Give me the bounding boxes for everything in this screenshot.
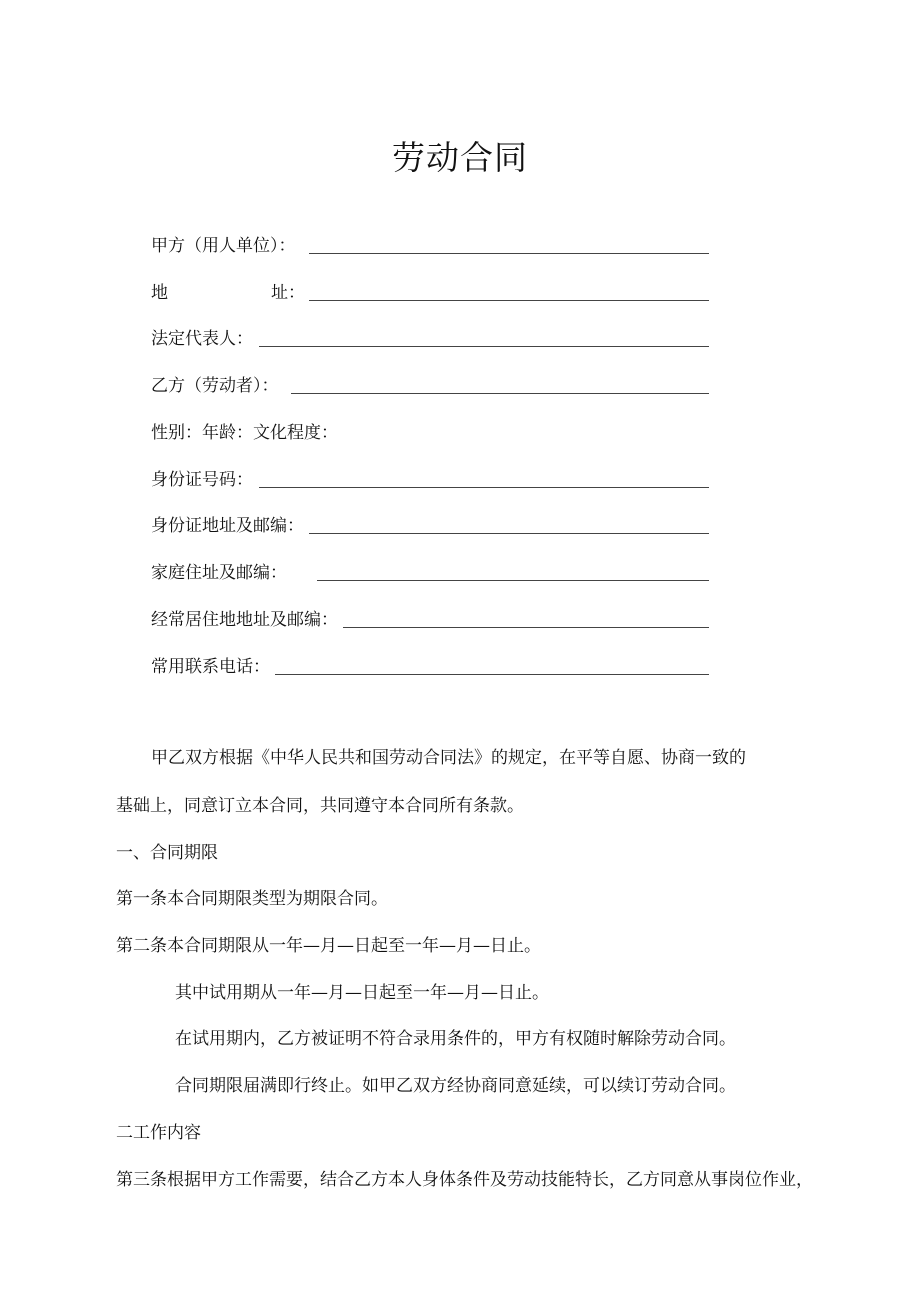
field-phone-blank[interactable]: [275, 674, 709, 675]
field-id-number-label: 身份证号码：: [151, 470, 253, 490]
article-2-expiry-renewal: 合同期限届满即行终止。如甲乙双方经协商同意延续，可以续订劳动合同。: [175, 1076, 736, 1096]
field-id-address-label: 身份证地址及邮编：: [151, 516, 304, 536]
article-1: 第一条本合同期限类型为期限合同。: [116, 889, 388, 909]
field-address-label-b: 址：: [271, 283, 305, 303]
field-id-address-blank[interactable]: [309, 533, 709, 534]
field-residence-address-label: 经常居住地地址及邮编：: [151, 610, 338, 630]
field-employer-blank[interactable]: [309, 253, 709, 254]
field-gender-age-education-label: 性别：年龄：文化程度：: [151, 423, 338, 443]
article-2-probation-termination: 在试用期内，乙方被证明不符合录用条件的，甲方有权随时解除劳动合同。: [175, 1029, 736, 1049]
field-phone-label: 常用联系电话：: [151, 657, 270, 677]
field-home-address-label: 家庭住址及邮编：: [151, 563, 287, 583]
field-id-number-blank[interactable]: [259, 487, 709, 488]
section-heading-contract-term: 一、合同期限: [116, 843, 218, 863]
field-address-label-a: 地: [151, 283, 168, 303]
field-employee-blank[interactable]: [291, 393, 709, 394]
paragraph-preamble-line1: 甲乙双方根据《中华人民共和国劳动合同法》的规定，在平等自愿、协商一致的: [151, 748, 746, 768]
field-address-blank[interactable]: [309, 300, 709, 301]
field-home-address-blank[interactable]: [317, 580, 709, 581]
section-heading-work-content: 二工作内容: [116, 1123, 201, 1143]
document-title: 劳动合同: [392, 138, 528, 177]
article-2-probation: 其中试用期从一年—月—日起至一年—月—日止。: [175, 983, 549, 1003]
field-employer-label: 甲方（用人单位）：: [151, 236, 296, 256]
field-legal-rep-label: 法定代表人：: [151, 329, 253, 349]
field-legal-rep-blank[interactable]: [259, 346, 709, 347]
field-employee-label: 乙方（劳动者）：: [151, 376, 279, 396]
paragraph-preamble-line2: 基础上，同意订立本合同，共同遵守本合同所有条款。: [116, 796, 524, 816]
field-residence-address-blank[interactable]: [343, 627, 709, 628]
article-2: 第二条本合同期限从一年—月—日起至一年—月—日止。: [116, 936, 541, 956]
article-3: 第三条根据甲方工作需要，结合乙方本人身体条件及劳动技能特长，乙方同意从事岗位作业，: [116, 1170, 813, 1190]
